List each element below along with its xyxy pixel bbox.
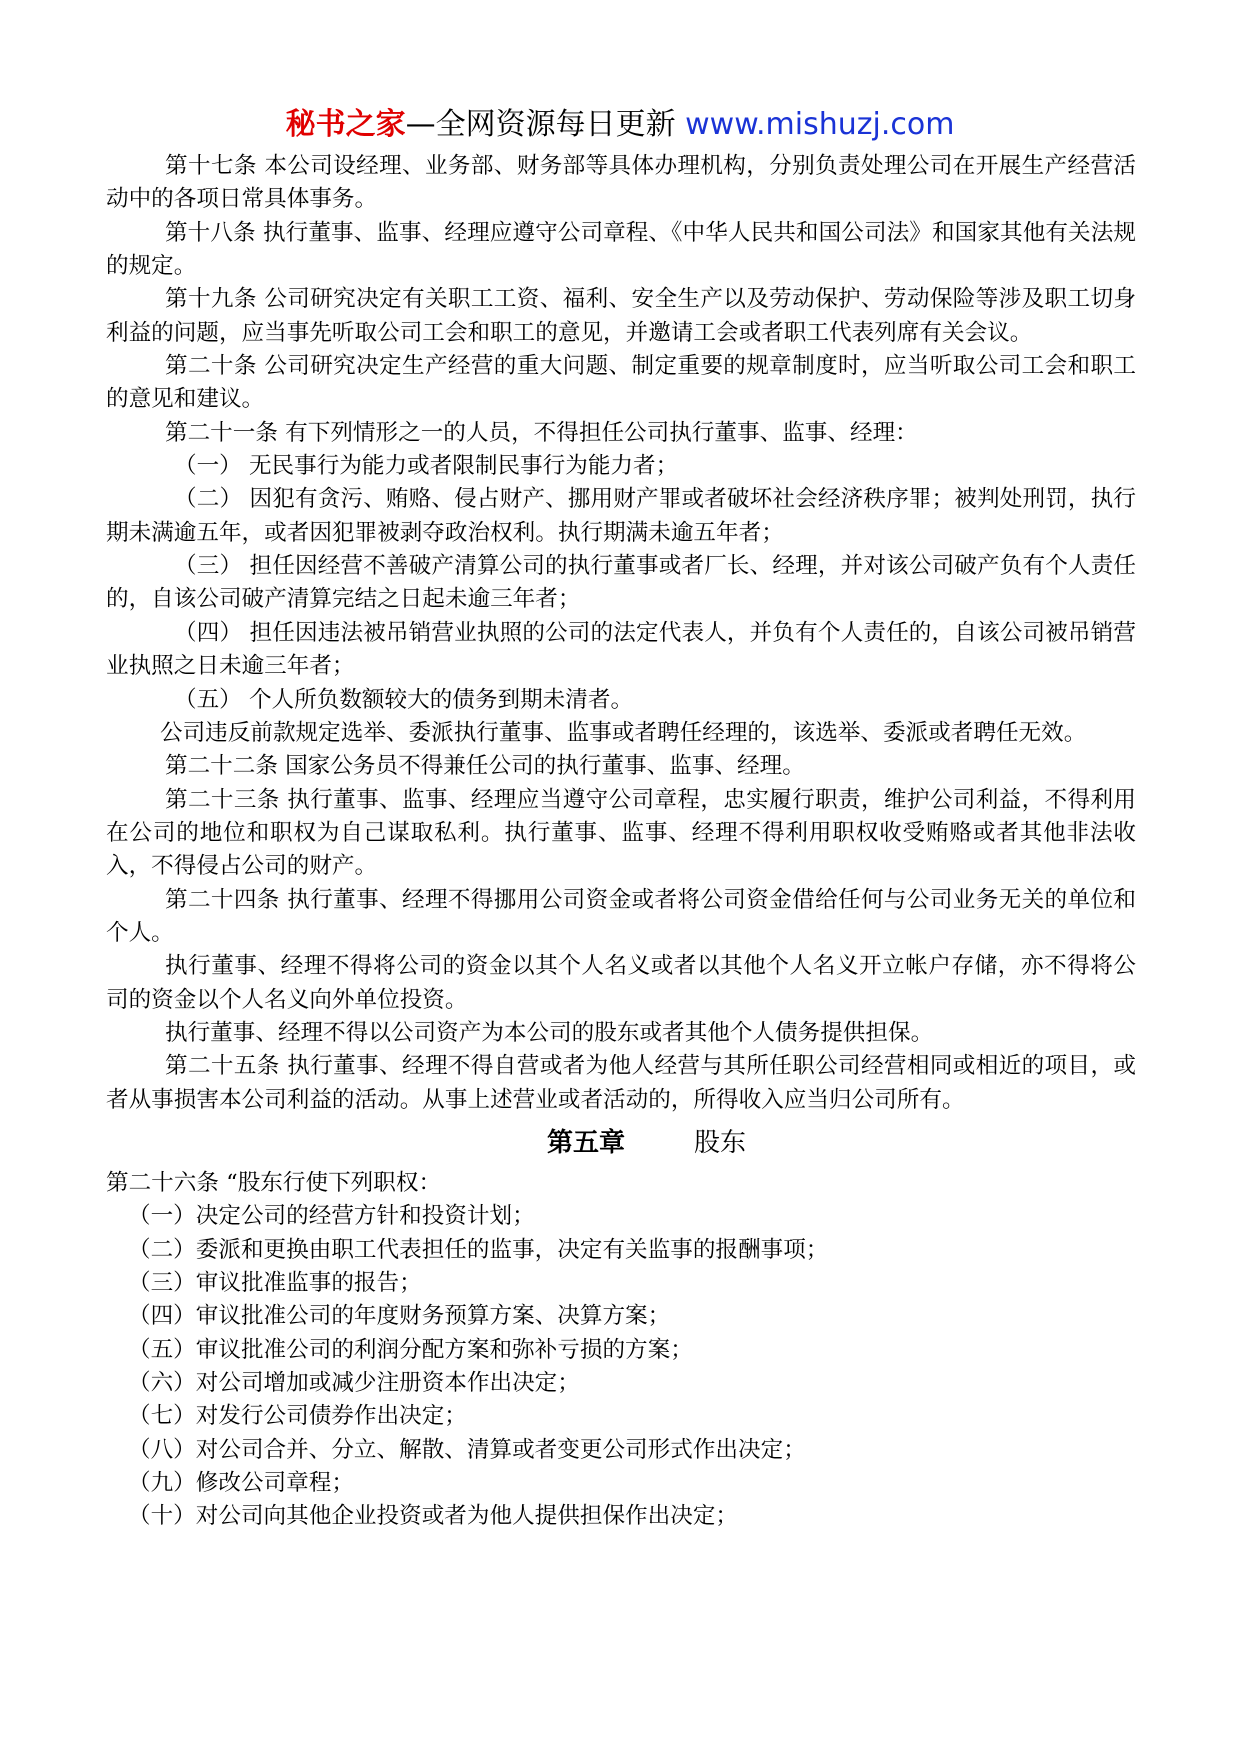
article-24: 第二十四条 执行董事、经理不得挪用公司资金或者将公司资金借给任何与公司业务无关的单位和个人。 xyxy=(106,886,1136,946)
article-25: 第二十五条 执行董事、经理不得自营或者为他人经营与其所任职公司经营相同或相近的项目，或者从事损害本公司利益的活动。从事上述营业或者活动的，所得收入应当归公司所有。 xyxy=(106,1053,1136,1113)
list-item: （十）对公司向其他企业投资或者为他人提供担保作出决定； xyxy=(128,1503,739,1530)
article-21-item-3: （三） 担任因经营不善破产清算公司的执行董事或者厂长、经理，并对该公司破产负有个人责任的，自该公司破产清算完结之日起未逾三年者； xyxy=(106,553,1136,613)
article-18: 第十八条 执行董事、监事、经理应遵守公司章程、《中华人民共和国公司法》和国家其他有关法规的规定。 xyxy=(106,219,1136,280)
list-item: （九）修改公司章程； xyxy=(128,1470,354,1497)
article-26: 第二十六条 “股东行使下列职权： xyxy=(106,1169,442,1196)
article-21-item-5: （五） 个人所负数额较大的债务到期未清者。 xyxy=(174,686,634,713)
list-item: （七）对发行公司债券作出决定； xyxy=(128,1403,467,1430)
header-url[interactable]: www.mishuzj.com xyxy=(685,107,955,142)
list-item: （四）审议批准公司的年度财务预算方案、决算方案； xyxy=(128,1303,671,1330)
chapter-heading xyxy=(106,1117,1136,1167)
header-tagline: 全网资源每日更新 xyxy=(435,107,686,142)
list-item: （八）对公司合并、分立、解散、清算或者变更公司形式作出决定； xyxy=(128,1436,806,1463)
site-header xyxy=(0,100,1240,150)
header-brand: 秘书之家 xyxy=(285,107,406,142)
article-20: 第二十条 公司研究决定生产经营的重大问题、制定重要的规章制度时，应当听取公司工会和职工的意见和建议。 xyxy=(106,353,1136,413)
article-24-para-3: 执行董事、经理不得以公司资产为本公司的股东或者其他个人债务提供担保。 xyxy=(165,1019,934,1046)
chapter-number: 第五章 xyxy=(547,1127,626,1158)
article-17: 第十七条 本公司设经理、业务部、财务部等具体办理机构，分别负责处理公司在开展生产经营活动中的各项日常具体事务。 xyxy=(106,153,1136,213)
article-22: 第二十二条 国家公务员不得兼任公司的执行董事、监事、经理。 xyxy=(165,753,805,780)
article-21-item-1: （一） 无民事行为能力或者限制民事行为能力者； xyxy=(174,453,679,480)
article-24-para-2: 执行董事、经理不得将公司的资金以其个人名义或者以其他个人名义开立帐户存储，亦不得将公司的资金以个人名义向外单位投资。 xyxy=(106,953,1136,1013)
list-item: （一）决定公司的经营方针和投资计划； xyxy=(128,1203,535,1230)
article-21-tail: 公司违反前款规定选举、委派执行董事、监事或者聘任经理的，该选举、委派或者聘任无效。 xyxy=(160,719,1087,746)
list-item: （五）审议批准公司的利润分配方案和弥补亏损的方案； xyxy=(128,1336,693,1363)
article-21: 第二十一条 有下列情形之一的人员，不得担任公司执行董事、监事、经理： xyxy=(165,419,918,446)
document-body xyxy=(106,150,1136,1534)
list-item: （六）对公司增加或减少注册资本作出决定； xyxy=(128,1370,580,1397)
list-item: （二）委派和更换由职工代表担任的监事，决定有关监事的报酬事项； xyxy=(128,1236,829,1263)
article-19: 第十九条 公司研究决定有关职工工资、福利、安全生产以及劳动保护、劳动保险等涉及职工切身利益的问题，应当事先听取公司工会和职工的意见，并邀请工会或者职工代表列席有关会议。 xyxy=(106,286,1136,346)
article-21-item-4: （四） 担任因违法被吊销营业执照的公司的法定代表人，并负有个人责任的，自该公司被吊销营业执照之日未逾三年者； xyxy=(106,619,1136,680)
article-21-item-2: （二） 因犯有贪污、贿赂、侵占财产、挪用财产罪或者破坏社会经济秩序罪；被判处刑罚，执行期未满逾五年，或者因犯罪被剥夺政治权利。执行期满未逾五年者； xyxy=(106,486,1136,546)
header-dash: — xyxy=(405,107,436,142)
article-23: 第二十三条 执行董事、监事、经理应当遵守公司章程，忠实履行职责，维护公司利益，不得利用在公司的地位和职权为自己谋取私利。执行董事、监事、经理不得利用职权收受贿赂或者其他非法收入，不得侵占公司的财产。 xyxy=(106,786,1136,880)
list-item: （三）审议批准监事的报告； xyxy=(128,1270,422,1296)
chapter-title: 股东 xyxy=(694,1127,747,1158)
